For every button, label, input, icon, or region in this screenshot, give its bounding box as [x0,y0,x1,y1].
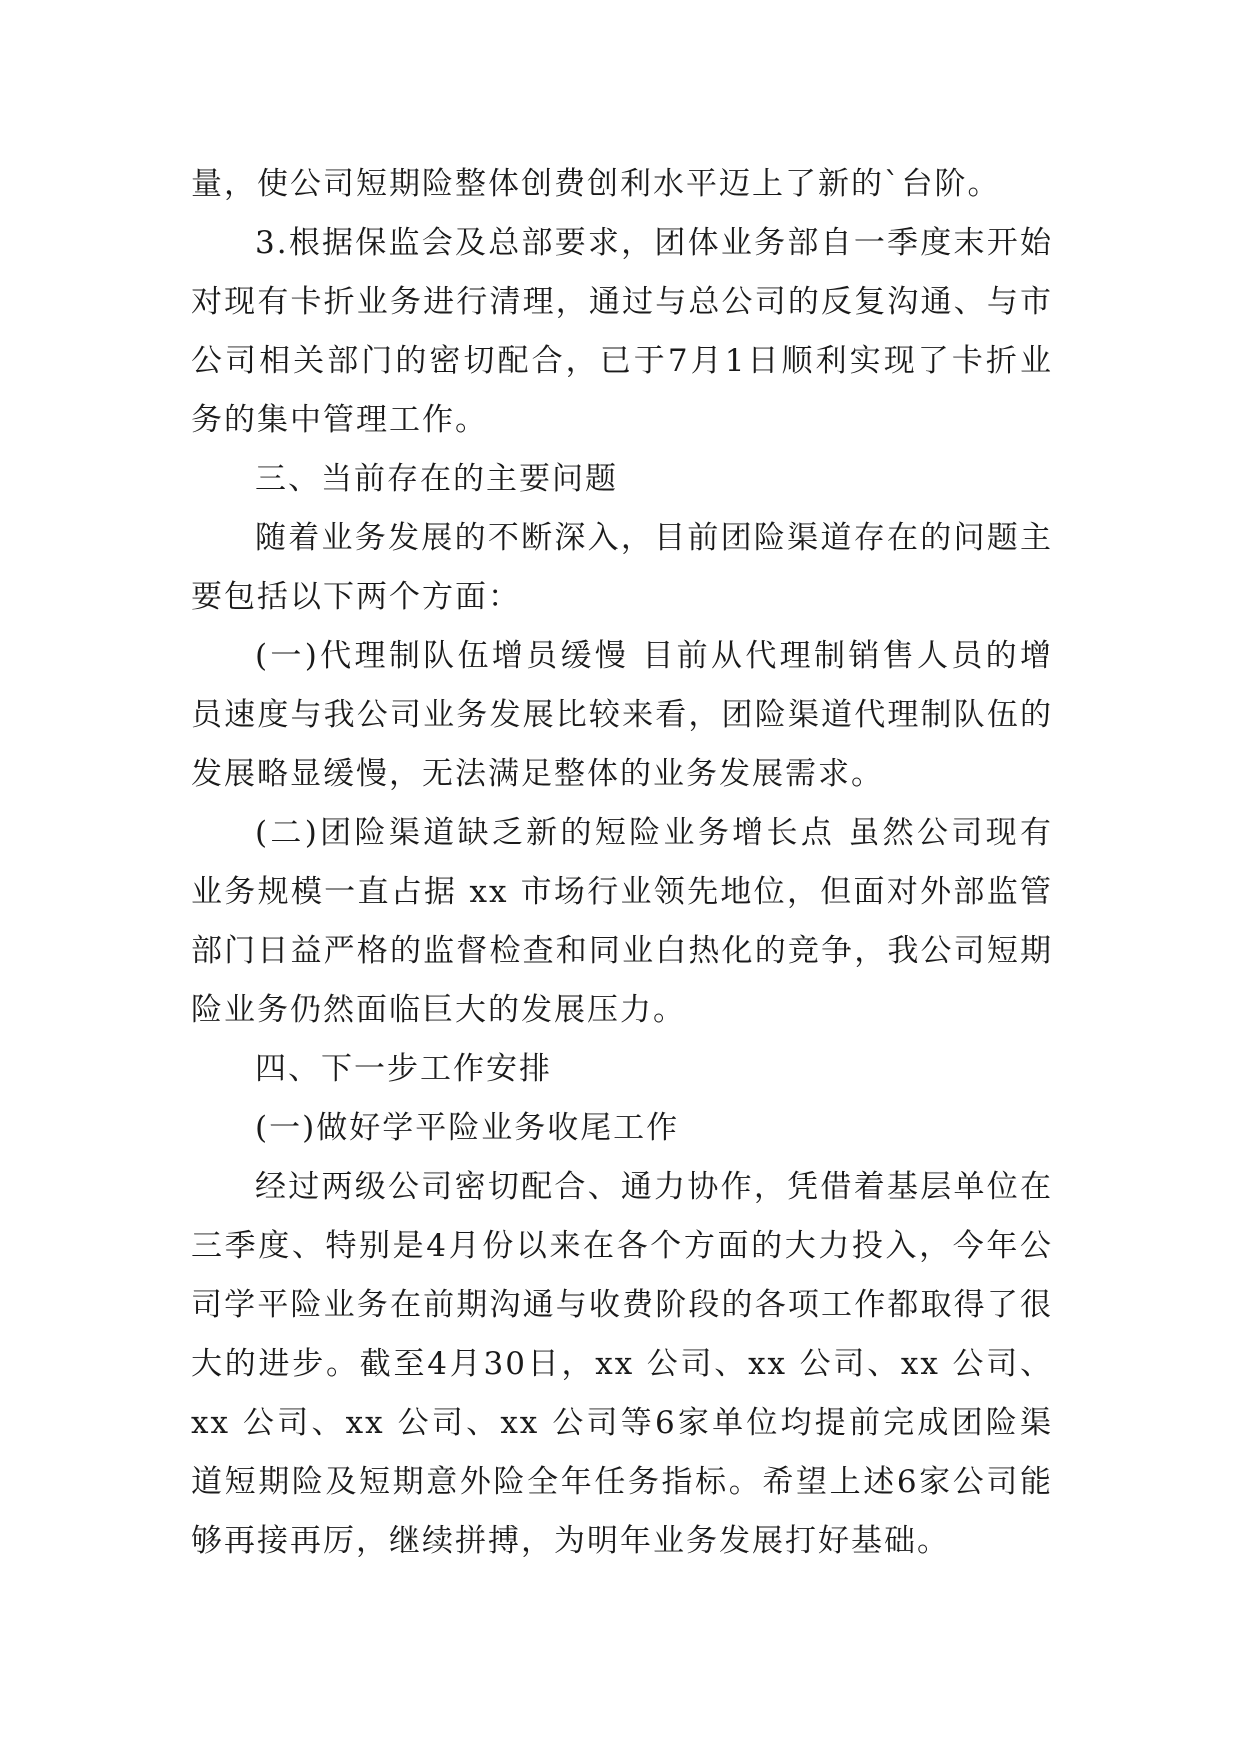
paragraph-student-insurance: 经过两级公司密切配合、通力协作，凭借着基层单位在三季度、特别是4月份以来在各个方面的大力投入，今年公司学平险业务在前期沟通与收费阶段的各项工作都取得了很大的进步。截至4月30日，xx 公司、xx 公司、xx 公司、xx 公司、xx 公司、xx 公司等6家单位均提前完成团险渠道短期险及短期意外险全年任务指标。希望上述6家公司能够再接再厉，继续拼搏，为明年业务发展打好基础。 [191,1169,1053,1559]
section-heading-main-problems: 三、当前存在的主要问题 [255,461,618,497]
paragraph-card-management: 3.根据保监会及总部要求，团体业务部自一季度末开始对现有卡折业务进行清理，通过与总公司的反复沟通、与市公司相关部门的密切配合，已于7月1日顺利实现了卡折业务的集中管理工作。 [191,225,1053,438]
paragraph-continuation: 量，使公司短期险整体创费创利水平迈上了新的`台阶。 [191,166,1001,202]
subheading-student-insurance: (一)做好学平险业务收尾工作 [255,1110,680,1146]
document-body [191,155,1053,1571]
section-heading-next-steps: 四、下一步工作安排 [255,1051,552,1087]
paragraph-problem-2: (二)团险渠道缺乏新的短险业务增长点 虽然公司现有业务规模一直占据 xx 市场行业领先地位，但面对外部监管部门日益严格的监督检查和同业白热化的竞争，我公司短期险业务仍然面临巨大的发展压力。 [191,815,1053,1028]
paragraph-problems-intro: 随着业务发展的不断深入，目前团险渠道存在的问题主要包括以下两个方面： [191,520,1053,615]
paragraph-problem-1: (一)代理制队伍增员缓慢 目前从代理制销售人员的增员速度与我公司业务发展比较来看，团险渠道代理制队伍的发展略显缓慢，无法满足整体的业务发展需求。 [191,638,1053,792]
